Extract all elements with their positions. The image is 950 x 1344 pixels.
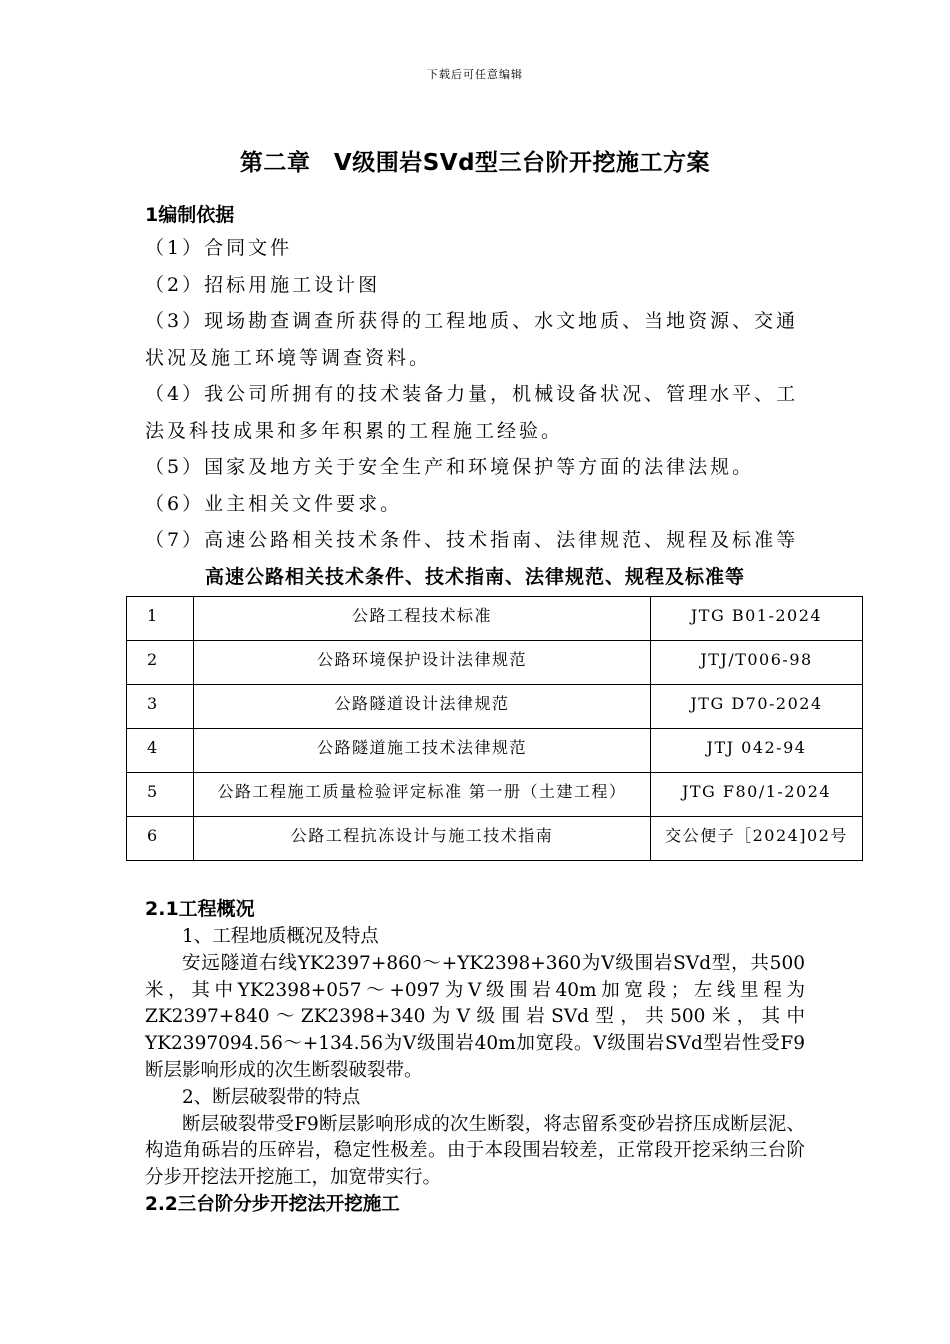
table-row — [127, 773, 863, 817]
basis-list — [145, 230, 815, 559]
subsection-title: 1、工程地质概况及特点 — [182, 926, 379, 947]
paragraph: 断层破裂带受F9断层影响形成的次生断裂，将志留系变砂岩挤压成断层泥、构造角砾岩的压碎岩，稳定性极差。由于本段围岩较差，正常段开挖采纳三台阶分步开挖法开挖施工，加宽带实行。 — [145, 1113, 805, 1189]
basis-item: （2）招标用施工设计图 — [145, 273, 381, 296]
table-title: 高速公路相关技术条件、技术指南、法律规范、规程及标准等 — [204, 566, 745, 588]
standard-name: 公路环境保护设计法律规范 — [194, 641, 651, 685]
table-row — [127, 729, 863, 773]
standard-code: JTG B01-2024 — [651, 597, 863, 641]
overview-body — [145, 924, 805, 1219]
section-heading-excavation: 2.2三台阶分步开挖法开挖施工 — [145, 1193, 400, 1215]
standard-code: JTG D70-2024 — [651, 685, 863, 729]
standard-code: JTG F80/1-2024 — [651, 773, 863, 817]
standard-name: 公路隧道施工技术法律规范 — [194, 729, 651, 773]
table-row — [127, 685, 863, 729]
standard-name: 公路工程抗冻设计与施工技术指南 — [194, 817, 651, 861]
basis-item: （4）我公司所拥有的技术装备力量，机械设备状况、管理水平、工法及科技成果和多年积累的工程施工经验。 — [145, 383, 799, 442]
standard-name: 公路工程施工质量检验评定标准 第一册（土建工程） — [194, 773, 651, 817]
basis-item: （7）高速公路相关技术条件、技术指南、法律规范、规程及标准等 — [145, 529, 799, 551]
section-heading-overview: 2.1工程概况 — [145, 898, 255, 920]
row-number: 4 — [127, 729, 194, 773]
basis-item: （6）业主相关文件要求。 — [145, 492, 403, 515]
basis-item: （5）国家及地方关于安全生产和环境保护等方面的法律法规。 — [145, 456, 755, 478]
row-number: 5 — [127, 773, 194, 817]
paragraph: 安远隧道右线YK2397+860～+YK2398+360为Ⅴ级围岩SVd型，共500米，其中YK2398+057～+097为Ⅴ级围岩40m加宽段；左线里程为ZK2397+840～ZK2398+340为Ⅴ级围岩SVd型，共500米，其中YK2397094.56～+134.56为Ⅴ级围岩40m加宽段。Ⅴ级围岩SVd型岩性受F9断层影响形成的次生断裂破裂带。 — [145, 952, 805, 1081]
basis-item: （1）合同文件 — [145, 237, 293, 259]
row-number: 3 — [127, 685, 194, 729]
standard-name: 公路隧道设计法律规范 — [194, 685, 651, 729]
table-row — [127, 597, 863, 641]
standard-code: 交公便子［2024]02号 — [651, 817, 863, 861]
row-number: 2 — [127, 641, 194, 685]
row-number: 1 — [127, 597, 194, 641]
standard-name: 公路工程技术标准 — [194, 597, 651, 641]
standard-code: JTJ/T006-98 — [651, 641, 863, 685]
standard-code: JTJ 042-94 — [651, 729, 863, 773]
header-note: 下载后可任意编辑 — [427, 68, 523, 81]
section-heading-basis: 1编制依据 — [145, 204, 235, 226]
table-row — [127, 641, 863, 685]
table-row — [127, 817, 863, 861]
standards-table — [126, 596, 863, 861]
subsection-title: 2、断层破裂带的特点 — [182, 1086, 361, 1108]
chapter-title: 第二章 Ⅴ级围岩SVd型三台阶开挖施工方案 — [239, 150, 711, 176]
basis-item: （3）现场勘查调查所获得的工程地质、水文地质、当地资源、交通状况及施工环境等调查资料。 — [145, 310, 799, 369]
row-number: 6 — [127, 817, 194, 861]
